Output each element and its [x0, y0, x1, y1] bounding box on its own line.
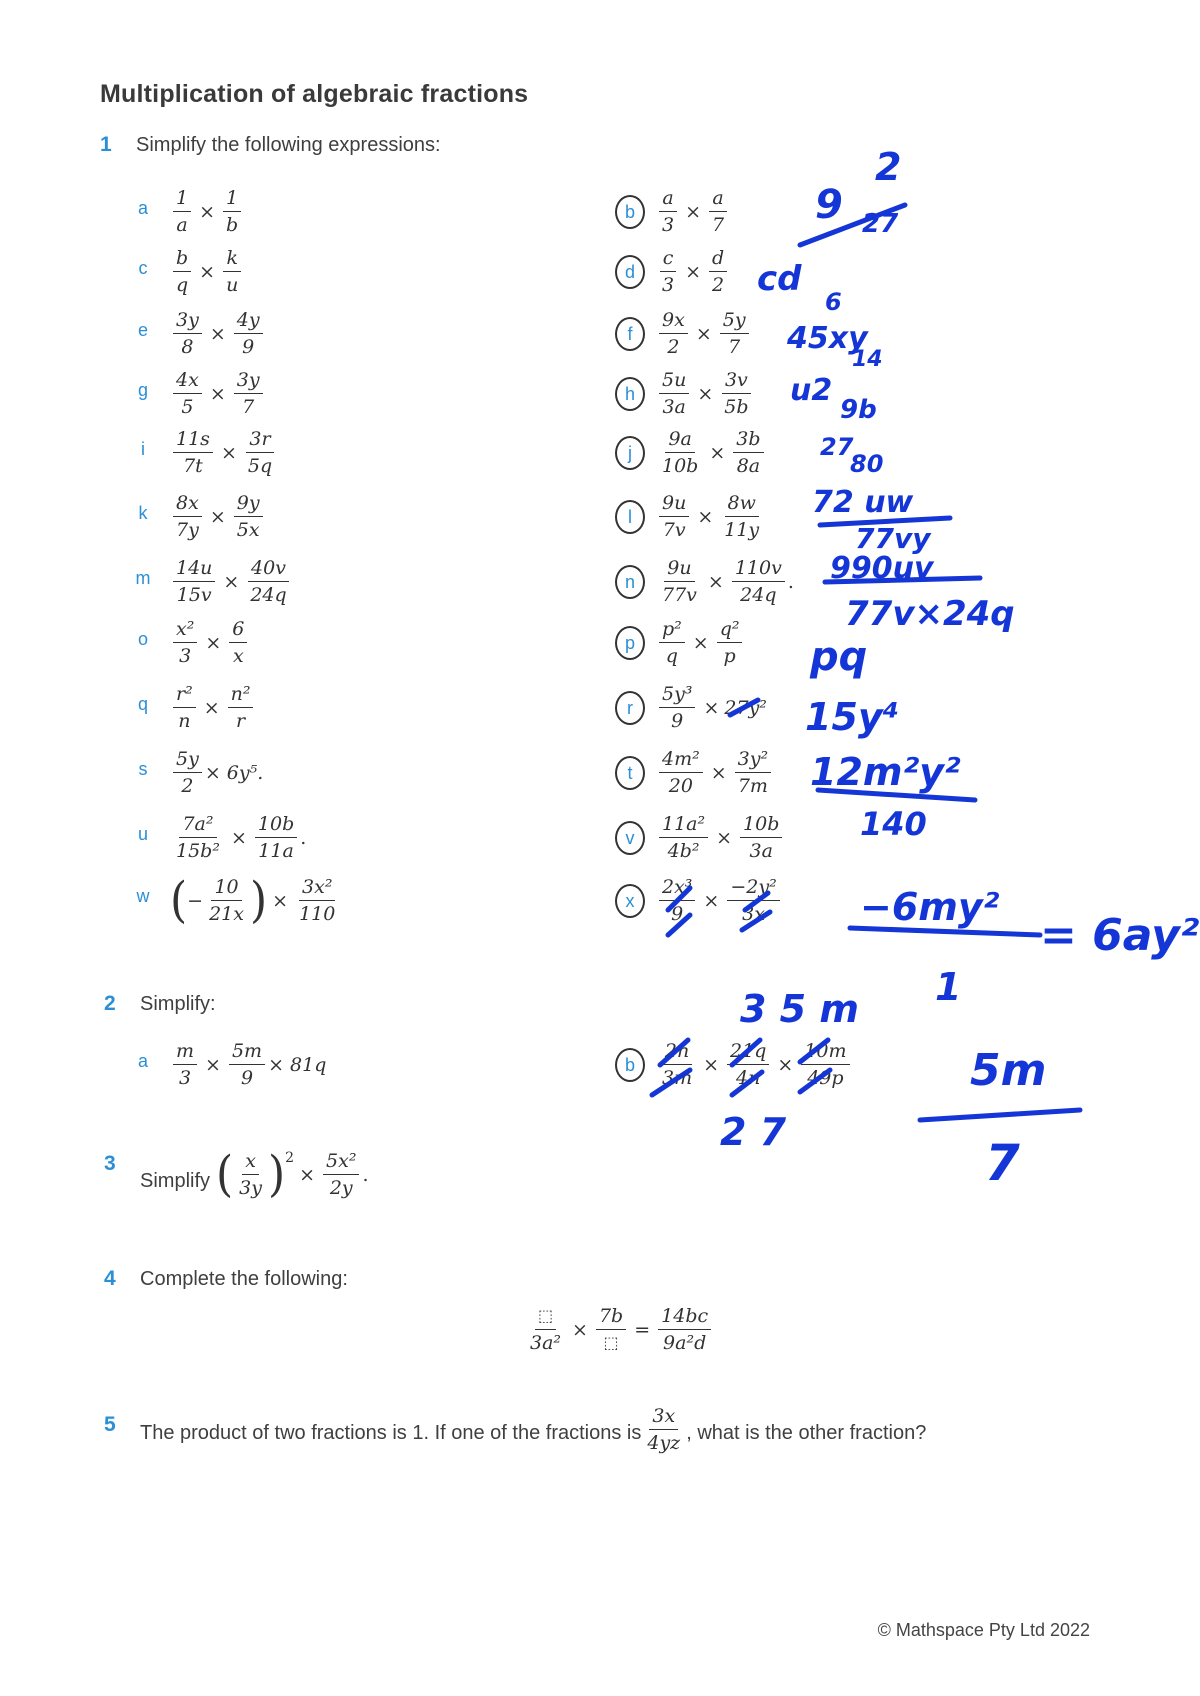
- ink-answer-b-frac: 9: [815, 182, 843, 228]
- numerator: r²: [173, 683, 196, 708]
- denominator: 77v: [662, 584, 697, 606]
- numerator: 40v: [248, 557, 289, 582]
- numerator: −2y²: [727, 876, 779, 901]
- copyright-footer: © Mathspace Pty Ltd 2022: [877, 1620, 1090, 1640]
- numerator: 6: [229, 618, 247, 643]
- q1-label-x: x: [615, 884, 645, 918]
- q1-expr-e: $\frac{3y}{8}$ × $\frac{4y}{9}$: [170, 309, 266, 358]
- numerator: m: [173, 1040, 197, 1065]
- ink-strike: [730, 700, 758, 715]
- denominator: 3: [178, 1067, 192, 1089]
- q1-expr-a: $\frac{1}{a}$ × $\frac{1}{b}$: [170, 187, 244, 236]
- denominator: 5x: [236, 519, 260, 541]
- numerator: 9y: [234, 492, 263, 517]
- numerator: 9x: [659, 309, 688, 334]
- numerator: 3x: [649, 1405, 678, 1430]
- ink-answer-t-den: 140: [860, 805, 927, 843]
- numerator: 5m: [229, 1040, 265, 1065]
- question-4-prompt: Complete the following:: [140, 1268, 348, 1290]
- denominator: 9: [671, 903, 684, 925]
- denominator: 3m: [662, 1067, 693, 1089]
- denominator: 9: [242, 336, 255, 358]
- numerator: 11a²: [659, 813, 708, 838]
- numerator: 5y: [720, 309, 749, 334]
- ink-answer-f-den: 14: [852, 347, 883, 372]
- denominator: r: [236, 710, 246, 732]
- numerator: 3x²: [299, 876, 335, 901]
- numerator: a: [709, 187, 726, 212]
- numerator: 110v: [732, 557, 785, 582]
- denominator: 9: [671, 710, 684, 732]
- ink-answer-t-num: 12m²y²: [810, 750, 961, 794]
- denominator: 5b: [724, 396, 749, 418]
- numerator: k: [223, 247, 241, 272]
- q1-label-r: r: [615, 691, 645, 725]
- numerator: 5y³: [659, 683, 695, 708]
- denominator: 3: [662, 274, 675, 296]
- numerator: 1: [173, 187, 191, 212]
- denominator: 24q: [250, 584, 287, 606]
- ink-answer-h-num: u2: [790, 373, 833, 408]
- denominator: 9a²d: [663, 1332, 707, 1354]
- q1-label-q: q: [137, 694, 148, 714]
- ink-answer-b-den: 27: [862, 209, 899, 239]
- numerator: q²: [717, 618, 743, 643]
- q1-expr-w: ( − $\frac{10}{21x}$ ) × $\frac{\text{3x²}}{110}$: [170, 876, 341, 925]
- ink-strike: [745, 893, 768, 910]
- ink-answer-p: pq: [810, 634, 868, 680]
- ink-strike: [668, 915, 690, 935]
- q5-text-after: , what is the other fraction?: [686, 1422, 927, 1444]
- q1-expr-b: $\frac{a}{3}$ × $\frac{a}{7}$: [656, 187, 730, 236]
- expr-tail: × 6y⁵.: [204, 761, 264, 784]
- denominator: 3x: [742, 903, 765, 925]
- q1-label-a: a: [137, 198, 148, 218]
- q1-expr-v: $\frac{\text{11a²}}{\text{4b²}}$ × $\frac{10b}{3a}$: [656, 813, 785, 862]
- numerator: d: [709, 247, 727, 272]
- q1-label-k: k: [138, 503, 148, 523]
- ink-answer-b-num: 2: [875, 145, 902, 189]
- denominator: 21x: [209, 903, 244, 925]
- denominator: 4n: [736, 1067, 761, 1089]
- factor: 27y²: [724, 696, 767, 719]
- question-1-prompt: Simplify the following expressions:: [136, 134, 441, 156]
- numerator: b: [173, 247, 191, 272]
- ink-q2b-cancel-top: 3 5 m: [740, 987, 859, 1031]
- denominator: 7t: [183, 455, 203, 477]
- numerator: 10: [211, 876, 241, 901]
- denominator: q: [176, 274, 189, 296]
- q1-expr-r: $\frac{\text{5y³}}{9}$ × 27y²: [656, 683, 767, 732]
- ink-q2b-answer-num: 5m: [970, 1045, 1047, 1096]
- denominator: 7y: [176, 519, 199, 541]
- ink-strike: [800, 1040, 828, 1062]
- q1-expr-q: $\frac{\text{r²}}{n}$ × $\frac{\text{n²}}{r}$: [170, 683, 256, 732]
- denominator: 24q: [740, 584, 777, 606]
- denominator: 49p: [807, 1067, 844, 1089]
- denominator: 7m: [737, 775, 768, 797]
- numerator: 3y: [173, 309, 202, 334]
- ink-answer-x-simplified: = 6ay²: [1040, 910, 1200, 961]
- numerator: 9a: [665, 428, 694, 453]
- q1-expr-t: $\frac{\text{4m²}}{20}$ × $\frac{\text{3y²}}{7m}$: [656, 748, 774, 797]
- q1-expr-m: $\frac{14u}{15v}$ × $\frac{40v}{24q}$: [170, 557, 293, 606]
- ink-answer-x-den: 1: [935, 965, 962, 1009]
- numerator: x²: [173, 618, 197, 643]
- ink-strike: [742, 912, 770, 930]
- question-4-number: 4: [104, 1267, 116, 1290]
- q1-expr-n: $\frac{9u}{77v}$ × $\frac{110v}{24q}$ .: [656, 557, 794, 606]
- ink-q2b-cancel-bottom: 2 7: [720, 1110, 787, 1154]
- q1-label-f: f: [615, 317, 645, 351]
- numerator: 8x: [173, 492, 202, 517]
- denominator: b: [226, 214, 239, 236]
- numerator: 3y: [234, 369, 263, 394]
- ink-answer-j-den: 80: [850, 450, 884, 478]
- denominator: p: [723, 645, 736, 667]
- q1-label-c: c: [138, 258, 148, 278]
- numerator: 5u: [659, 369, 689, 394]
- numerator: 4x: [173, 369, 202, 394]
- denominator: 7: [712, 214, 725, 236]
- numerator: 4y: [234, 309, 263, 334]
- q1-label-i: i: [141, 439, 145, 459]
- q1-label-n: n: [615, 565, 645, 599]
- denominator: 20: [668, 775, 693, 797]
- denominator: 3a: [749, 840, 773, 862]
- numerator: 9u: [659, 492, 689, 517]
- denominator: 10b: [662, 455, 699, 477]
- q1-label-g: g: [137, 380, 148, 400]
- denominator: 15v: [176, 584, 212, 606]
- denominator: 11y: [724, 519, 760, 541]
- numerator: 14bc: [658, 1305, 711, 1330]
- q1-expr-h: $\frac{5u}{3a}$ × $\frac{3v}{5b}$: [656, 369, 755, 418]
- q2-label-b: b: [615, 1048, 645, 1082]
- denominator: 110: [299, 903, 336, 925]
- q1-label-l: l: [615, 500, 645, 534]
- denominator: 2y: [329, 1177, 353, 1199]
- ink-answer-d: cd: [757, 259, 802, 299]
- ink-answer-n-den: 77v×24q: [845, 594, 1015, 634]
- denominator: 4b²: [667, 840, 700, 862]
- numerator: 3r: [246, 428, 273, 453]
- q1-expr-p: $\frac{\text{p²}}{q}$ × $\frac{\text{q²}}{p}$: [656, 618, 745, 667]
- denominator: 3y: [239, 1177, 262, 1199]
- ink-answer-f-num: 45xy: [787, 321, 868, 356]
- numerator: 14u: [173, 557, 215, 582]
- ink-strike: [732, 1072, 762, 1095]
- denominator: 3: [179, 645, 192, 667]
- denominator: 3a: [662, 396, 686, 418]
- ink-strike: [800, 1070, 830, 1092]
- question-2-prompt: Simplify:: [140, 993, 216, 1015]
- q1-expr-d: $\frac{c}{3}$ × $\frac{d}{2}$: [656, 247, 730, 296]
- denominator: 3a²: [530, 1332, 562, 1354]
- q1-expr-i: $\frac{11s}{7t}$ × $\frac{3r}{5q}$: [170, 428, 278, 477]
- q1-expr-x: $\frac{\text{2x³}}{9}$ × $\frac{\text{−2y²}}{3x}$: [656, 876, 783, 925]
- denominator: 4yz: [647, 1432, 681, 1454]
- numerator: n²: [228, 683, 254, 708]
- numerator: 2x³: [659, 876, 695, 901]
- q2-expr-b: $\frac{2n}{3m}$ × $\frac{21q}{4n}$ × $\frac{10m}{49p}$: [656, 1040, 853, 1089]
- denominator: 7v: [662, 519, 686, 541]
- denominator: u: [226, 274, 239, 296]
- denominator: 9: [240, 1067, 254, 1089]
- numerator: 3y²: [735, 748, 771, 773]
- denominator: 5q: [247, 455, 273, 477]
- numerator: x: [242, 1150, 259, 1175]
- numerator: 5x²: [323, 1150, 359, 1175]
- denominator: 7: [242, 396, 255, 418]
- q3-expr: ( $\frac{x}{3y}$ ) $^2$ × $\frac{\text{5x²}}{2y}$ .: [216, 1145, 369, 1202]
- denominator: 2: [712, 274, 725, 296]
- question-1-number: 1: [100, 133, 112, 156]
- ink-answer-r: 15y⁴: [805, 695, 900, 739]
- denominator: a: [176, 214, 188, 236]
- denominator: q: [665, 645, 678, 667]
- q1-expr-g: $\frac{4x}{5}$ × $\frac{3y}{7}$: [170, 369, 266, 418]
- q1-label-d: d: [615, 255, 645, 289]
- ink-fraction-bar: [850, 928, 1040, 935]
- numerator: 10b: [255, 813, 297, 838]
- numerator: 10b: [740, 813, 782, 838]
- ink-strike: [652, 1070, 690, 1095]
- denominator: 8a: [736, 455, 761, 477]
- blank-box[interactable]: ⬚: [535, 1305, 556, 1330]
- numerator: 4m²: [659, 748, 703, 773]
- q1-expr-k: $\frac{8x}{7y}$ × $\frac{9y}{5x}$: [170, 492, 266, 541]
- numerator: 3b: [733, 428, 763, 453]
- ink-fraction-bar: [920, 1110, 1080, 1120]
- numerator: 11s: [173, 428, 213, 453]
- q1-expr-u: $\frac{\text{7a²}}{\text{15b²}}$ × $\frac{10b}{11a}$ .: [170, 813, 306, 862]
- denominator: 2: [667, 336, 680, 358]
- q2-expr-a: $\frac{m}{3}$ × $\frac{5m}{9}$ × 81q: [170, 1040, 326, 1089]
- ink-answer-h-den: 9b: [840, 395, 877, 425]
- denominator: 8: [181, 336, 194, 358]
- q1-label-m: m: [135, 568, 151, 588]
- expr-tail: × 81q: [268, 1053, 327, 1076]
- q1-label-s: s: [138, 759, 148, 779]
- exponent: 2: [285, 1150, 295, 1166]
- q4-expr: $\frac{⬚}{\text{3a²}}$ × $\frac{7b}{⬚}$ = $\frac{14bc}{\text{9a²d}}$: [524, 1305, 714, 1354]
- numerator: a: [659, 187, 676, 212]
- denominator: x: [232, 645, 244, 667]
- q1-label-t: t: [615, 756, 645, 790]
- q1-label-o: o: [137, 629, 148, 649]
- q1-label-j: j: [615, 436, 645, 470]
- q1-label-h: h: [615, 377, 645, 411]
- numerator: 5y: [173, 748, 202, 773]
- numerator: c: [660, 247, 677, 272]
- q1-expr-o: $\frac{\text{x²}}{3}$ × $\frac{6}{x}$: [170, 618, 250, 667]
- numerator: 9u: [664, 557, 694, 582]
- numerator: 7b: [596, 1305, 626, 1330]
- q2-label-a: a: [137, 1051, 148, 1071]
- denominator: n: [178, 710, 191, 732]
- ink-strike: [660, 1040, 688, 1065]
- denominator: 11a: [258, 840, 294, 862]
- q1-expr-l: $\frac{9u}{7v}$ × $\frac{8w}{11y}$: [656, 492, 765, 541]
- numerator: 1: [223, 187, 241, 212]
- q1-label-e: e: [137, 320, 148, 340]
- q1-label-u: u: [137, 824, 148, 844]
- denominator: 5: [181, 396, 194, 418]
- ink-answer-d-den: 6: [825, 288, 842, 316]
- ink-q2b-answer-den: 7: [985, 1134, 1020, 1192]
- ink-answer-x-num: −6my²: [860, 885, 1000, 929]
- numerator: 8w: [725, 492, 759, 517]
- question-3-prompt: Simplify: [140, 1170, 211, 1192]
- ink-answer-j-num: 27: [820, 433, 854, 461]
- q1-label-p: p: [615, 626, 645, 660]
- q1-expr-f: $\frac{9x}{2}$ × $\frac{5y}{7}$: [656, 309, 752, 358]
- blank-box[interactable]: ⬚: [603, 1333, 619, 1352]
- numerator: 10m: [801, 1040, 849, 1065]
- denominator: 2: [181, 775, 194, 797]
- ink-answer-l-num: 72 uw: [812, 485, 914, 520]
- numerator: 7a²: [179, 813, 216, 838]
- q1-label-b: b: [615, 195, 645, 229]
- ink-strike: [668, 888, 690, 910]
- page-title: Multiplication of algebraic fractions: [100, 80, 529, 108]
- numerator: 21q: [727, 1040, 769, 1065]
- question-2-number: 2: [104, 992, 116, 1015]
- question-3-number: 3: [104, 1152, 116, 1175]
- ink-strike: [732, 1040, 760, 1065]
- numerator: 2n: [662, 1040, 692, 1065]
- numerator: p²: [659, 618, 685, 643]
- denominator: 3: [662, 214, 675, 236]
- q1-expr-j: $\frac{9a}{10b}$ × $\frac{3b}{8a}$: [656, 428, 767, 477]
- q5-text-before: The product of two fractions is 1. If one of the fractions is: [140, 1422, 642, 1444]
- question-5-number: 5: [104, 1413, 116, 1436]
- ink-answer-l-den: 77vy: [855, 522, 931, 555]
- q1-expr-c: $\frac{b}{q}$ × $\frac{k}{u}$: [170, 247, 244, 296]
- ink-answer-n-num: 990uv: [830, 551, 934, 586]
- numerator: 3v: [722, 369, 751, 394]
- denominator: 15b²: [176, 840, 220, 862]
- q1-label-w: w: [136, 886, 150, 906]
- denominator: 7: [728, 336, 741, 358]
- q1-label-v: v: [615, 821, 645, 855]
